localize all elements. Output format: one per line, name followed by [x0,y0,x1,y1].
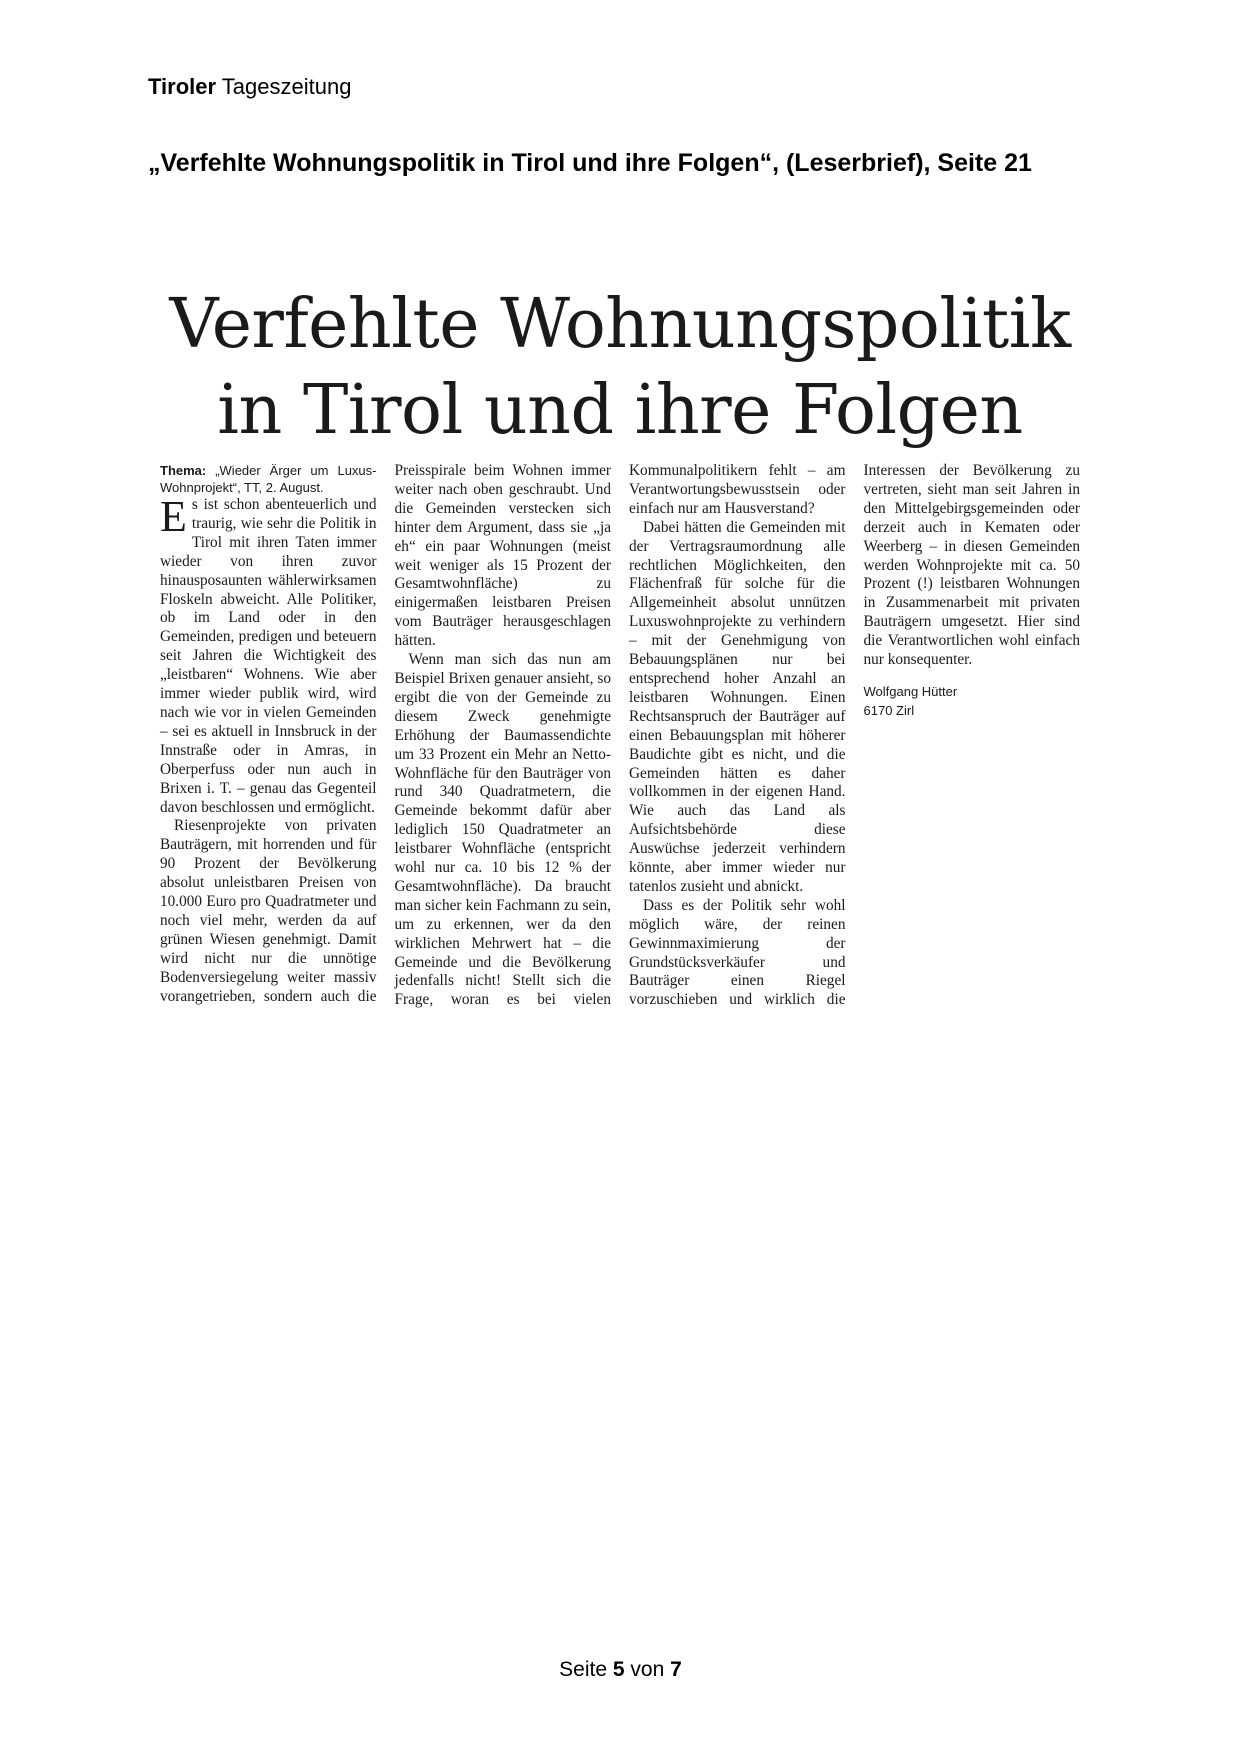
page-footer [0,1658,1241,1682]
article-headline [150,282,1090,454]
author-name: Wolfgang Hütter [863,683,958,699]
article-columns [160,462,1080,1017]
paragraph-4: Dabei hätten die Gemeinden mit der Vertragsraumordnung alle rechtlichen Möglichkeiten, den Flächenfraß für solche für die Allgemeinheit absolut unnützen Luxuswohnprojekte zu verhindern – mit der Genehmigung von Bebauungsplänen nur bei entsprechend hoher Anzahl an leistbaren Wohnungen. Einen Rechtsanspruch der Bauträger auf einen Bebauungsplan mit höherer Baudichte gibt es nicht, und die Gemeinden hätten es daher vollkommen in der eigenen Hand. Wie auch das Land als Aufsichtsbehörde diese Auswüchse jederzeit verhindern könnte, aber immer wieder nur tatenlos zusieht und abnickt. [629,518,846,895]
drop-cap: E [160,492,187,541]
paragraph-1-text: s ist schon abenteuerlich und traurig, wie sehr die Politik in Tirol mit ihren Taten immer wieder von ihren zuvor hinausposaunten wählerwirksamen Floskeln abweicht. Alle Politiker, ob im Land oder in den Gemeinden, predigen und beteuern seit Jahren die Wichtigkeit des „leistbaren“ Wohnens. Wie aber immer wieder publik wird, wird nach wie vor in vielen Gemeinden – sei es aktuell in Innsbruck in der Innstraße oder in Amras, in Oberperfuss oder nun auch in Brixen i. T. – genau das Gegenteil davon beschlossen und ermöglicht. [160,496,377,816]
article-body [160,462,1080,1017]
paragraph-1 [160,492,377,817]
footer-prefix: Seite [559,1658,608,1681]
publication-name [148,74,351,100]
publication-name-bold: Tiroler [148,74,217,99]
topic-label: Thema: [160,463,207,478]
headline-line-2: in Tirol und ihre Folgen [217,371,1023,450]
publication-name-rest: Tageszeitung [221,74,352,99]
topic-text: „Wieder Ärger um Luxus-Wohnprojekt“, TT, 2. August. [160,463,377,495]
signature [864,682,1081,720]
document-title: „Verfehlte Wohnungspolitik in Tirol und ihre Folgen“, (Leserbrief), Seite 21 [148,149,1032,177]
author-location: 6170 Zirl [863,702,915,718]
topic-reference [160,462,377,496]
paragraph-2: Riesenprojekte von privaten Bauträgern, mit horrenden und für 90 Prozent der Bevölkerung absolut unleistbaren Preisen von 10.000 Euro pro Quadratmeter und noch viel mehr, werden da auf grünen Wiesen genehmigt. Damit wird nicht nur die unnötige Bodenversiegelung weiter massiv vorangetrieben, sondern auch die Preisspirale beim Wohnen immer weiter nach oben geschraubt. Und die Gemeinden verstecken sich hinter dem Argument, dass sie „ja eh“ ein paar Wohnungen (meist weit weniger als 15 Prozent der Gesamtwohnfläche) zu einigermaßen leistbaren Preisen vom Bauträger herausgeschlagen hätten. [160,462,611,1005]
footer-middle: von [630,1658,665,1681]
paragraph-3: Wenn man sich das nun am Beispiel Brixen genauer ansieht, so ergibt die von der Gemeinde zu diesem Zweck genehmigte Erhöhung der Baumassendichte um 33 Prozent ein Mehr an Netto-Wohnfläche für den Bauträger von rund 340 Quadratmetern, die Gemeinde bekommt dafür aber lediglich 150 Quadratmeter an leistbarer Wohnfläche (entspricht wohl nur ca. 10 bis 12 % der Gesamtwohnfläche). Da braucht man sicher kein Fachmann zu sein, um zu erkennen, wer da den wirklichen Mehrwert hat – die Gemeinde und die Bevölkerung jedenfalls nicht! Stellt sich die Frage, woran es bei vielen Kommunalpolitikern fehlt – am Verantwortungsbewusstsein oder einfach nur am Hausverstand? [394,462,846,1009]
paragraph-5: Dass es der Politik sehr wohl möglich wäre, der reinen Gewinnmaximierung der Grundstücksverkäufer und Bauträger einen Riegel vorzuschieben und wirklich die Interessen der Bevölkerung zu vertreten, sieht man seit Jahren in den Mittelgebirgsgemeinden oder derzeit auch in Kematen oder Weerberg – in diesen Gemeinden werden Wohnprojekte mit ca. 50 Prozent (!) leistbaren Wohnungen in Zusammenarbeit mit privaten Bauträgern umgesetzt. Hier sind die Verantwortlichen wohl einfach nur konsequenter. [629,462,1080,1009]
footer-page-total: 7 [670,1658,682,1681]
headline-line-1: Verfehlte Wohnungspolitik [169,285,1071,364]
footer-page-number: 5 [612,1658,625,1681]
